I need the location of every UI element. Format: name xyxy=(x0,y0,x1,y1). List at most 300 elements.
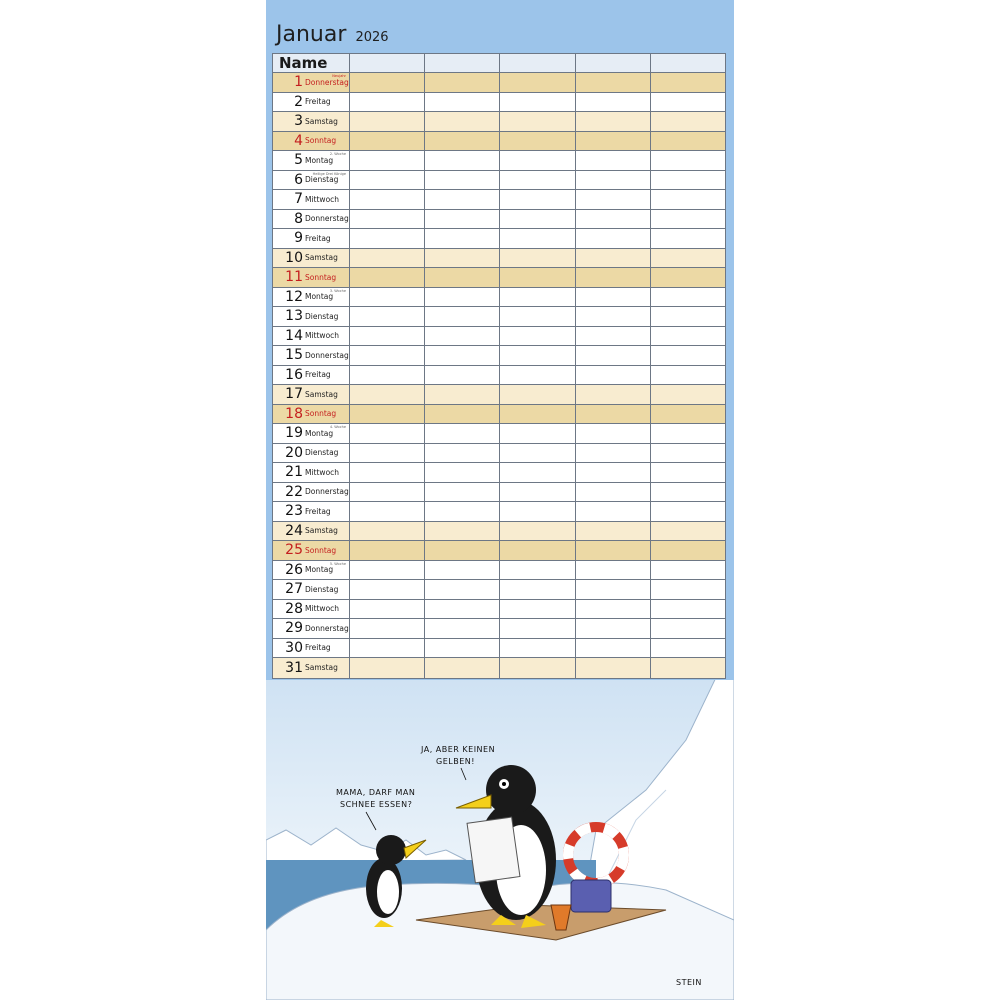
entry-cell[interactable] xyxy=(424,210,499,229)
entry-cell[interactable] xyxy=(349,522,424,541)
entry-cell[interactable] xyxy=(650,307,725,326)
entry-cell[interactable] xyxy=(650,210,725,229)
entry-cell[interactable] xyxy=(650,171,725,190)
day-number: 22 xyxy=(285,483,303,500)
day-number: 27 xyxy=(285,581,303,598)
entry-cell[interactable] xyxy=(499,93,574,112)
entry-cell[interactable] xyxy=(650,522,725,541)
entry-cell[interactable] xyxy=(575,561,650,580)
entry-cell[interactable] xyxy=(349,112,424,131)
weekday-label: Sonntag xyxy=(305,272,337,282)
entry-cell[interactable] xyxy=(575,541,650,560)
entry-cell[interactable] xyxy=(575,93,650,112)
entry-cell[interactable] xyxy=(424,229,499,248)
date-cell xyxy=(273,385,349,404)
entry-cell[interactable] xyxy=(499,307,574,326)
entry-cell[interactable] xyxy=(575,619,650,638)
day-row xyxy=(273,658,725,678)
entry-cell[interactable] xyxy=(575,112,650,131)
entry-cell[interactable] xyxy=(575,385,650,404)
day-row xyxy=(273,561,725,581)
day-number: 3 xyxy=(294,113,303,130)
entry-cell[interactable] xyxy=(650,463,725,482)
day-number: 24 xyxy=(285,522,303,539)
date-cell xyxy=(273,268,349,287)
year-label: 2026 xyxy=(355,30,389,45)
day-number: 6 xyxy=(294,171,303,188)
entry-cell[interactable] xyxy=(349,366,424,385)
weekday-label: Samstag xyxy=(305,663,338,673)
entry-cell[interactable] xyxy=(650,73,725,92)
entry-cell[interactable] xyxy=(650,268,725,287)
entry-cell[interactable] xyxy=(499,639,574,658)
entry-cell[interactable] xyxy=(349,658,424,678)
month-title: Januar xyxy=(276,22,347,47)
entry-cell[interactable] xyxy=(575,171,650,190)
day-number: 15 xyxy=(285,347,303,364)
date-cell xyxy=(273,190,349,209)
date-cell xyxy=(273,619,349,638)
entry-cell[interactable] xyxy=(424,561,499,580)
weekday-label: Mittwoch xyxy=(305,194,340,204)
day-number: 26 xyxy=(285,561,303,578)
entry-cell[interactable] xyxy=(499,424,574,443)
date-cell xyxy=(273,600,349,619)
name-column-4[interactable] xyxy=(575,54,650,72)
date-cell xyxy=(273,73,349,92)
date-cell xyxy=(273,405,349,424)
day-note: Neujahr xyxy=(332,74,346,78)
entry-cell[interactable] xyxy=(650,639,725,658)
entry-cell[interactable] xyxy=(424,171,499,190)
day-row xyxy=(273,424,725,444)
weekday-label: Samstag xyxy=(305,526,338,536)
date-cell xyxy=(273,502,349,521)
entry-cell[interactable] xyxy=(424,327,499,346)
day-row xyxy=(273,522,725,542)
entry-cell[interactable] xyxy=(499,600,574,619)
entry-cell[interactable] xyxy=(424,73,499,92)
entry-cell[interactable] xyxy=(499,366,574,385)
entry-cell[interactable] xyxy=(650,346,725,365)
entry-cell[interactable] xyxy=(650,112,725,131)
day-row xyxy=(273,385,725,405)
entry-cell[interactable] xyxy=(349,229,424,248)
entry-cell[interactable] xyxy=(650,229,725,248)
entry-cell[interactable] xyxy=(424,502,499,521)
entry-cell[interactable] xyxy=(349,327,424,346)
date-cell xyxy=(273,561,349,580)
day-number: 14 xyxy=(285,327,303,344)
entry-cell[interactable] xyxy=(349,561,424,580)
weekday-label: Freitag xyxy=(305,643,331,653)
entry-cell[interactable] xyxy=(499,327,574,346)
entry-cell[interactable] xyxy=(349,502,424,521)
day-row xyxy=(273,483,725,503)
entry-cell[interactable] xyxy=(424,249,499,268)
day-row xyxy=(273,151,725,171)
day-note: Heilige Drei Könige xyxy=(312,171,346,176)
date-cell xyxy=(273,229,349,248)
entry-cell[interactable] xyxy=(499,288,574,307)
day-number: 30 xyxy=(285,639,303,656)
entry-cell[interactable] xyxy=(424,366,499,385)
weekday-label: Samstag xyxy=(305,253,338,263)
day-row xyxy=(273,73,725,93)
date-cell xyxy=(273,210,349,229)
entry-cell[interactable] xyxy=(349,405,424,424)
date-cell xyxy=(273,151,349,170)
entry-cell[interactable] xyxy=(499,229,574,248)
date-cell xyxy=(273,249,349,268)
date-cell xyxy=(273,483,349,502)
entry-cell[interactable] xyxy=(499,502,574,521)
entry-cell[interactable] xyxy=(575,307,650,326)
entry-cell[interactable] xyxy=(650,444,725,463)
day-row xyxy=(273,639,725,659)
day-row xyxy=(273,132,725,152)
entry-cell[interactable] xyxy=(499,268,574,287)
day-number: 4 xyxy=(294,132,303,149)
day-row xyxy=(273,171,725,191)
entry-cell[interactable] xyxy=(424,385,499,404)
speech-bubble-child-line-2: SCHNEE ESSEN? xyxy=(340,800,413,809)
entry-cell[interactable] xyxy=(499,346,574,365)
entry-cell[interactable] xyxy=(349,288,424,307)
entry-cell[interactable] xyxy=(575,502,650,521)
name-header-cell xyxy=(273,54,349,72)
weekday-label: Montag xyxy=(305,428,334,438)
day-number: 23 xyxy=(285,503,303,520)
entry-cell[interactable] xyxy=(575,73,650,92)
weekday-label: Freitag xyxy=(305,506,331,516)
entry-cell[interactable] xyxy=(650,502,725,521)
entry-cell[interactable] xyxy=(424,268,499,287)
entry-cell[interactable] xyxy=(349,171,424,190)
entry-cell[interactable] xyxy=(650,580,725,599)
speech-bubble-child-line-1: MAMA, DARF MAN xyxy=(336,788,416,797)
day-number: 25 xyxy=(285,542,303,559)
date-cell xyxy=(273,424,349,443)
day-number: 28 xyxy=(285,600,303,617)
weekday-label: Montag xyxy=(305,155,334,165)
entry-cell[interactable] xyxy=(349,580,424,599)
day-number: 7 xyxy=(294,191,303,208)
entry-cell[interactable] xyxy=(575,424,650,443)
entry-cell[interactable] xyxy=(650,249,725,268)
speech-bubble-mother-line-1: JA, ABER KEINEN xyxy=(421,745,496,754)
weekday-label: Mittwoch xyxy=(305,331,340,341)
entry-cell[interactable] xyxy=(575,658,650,678)
date-cell xyxy=(273,112,349,131)
weekday-label: Sonntag xyxy=(305,409,337,419)
weekday-label: Donnerstag xyxy=(305,77,349,87)
entry-cell[interactable] xyxy=(424,541,499,560)
entry-cell[interactable] xyxy=(424,619,499,638)
entry-cell[interactable] xyxy=(349,190,424,209)
entry-cell[interactable] xyxy=(424,190,499,209)
entry-cell[interactable] xyxy=(499,522,574,541)
date-cell xyxy=(273,307,349,326)
day-number: 2 xyxy=(294,93,303,110)
date-cell xyxy=(273,444,349,463)
date-cell xyxy=(273,327,349,346)
entry-cell[interactable] xyxy=(650,561,725,580)
day-row xyxy=(273,210,725,230)
entry-cell[interactable] xyxy=(499,658,574,678)
day-row xyxy=(273,190,725,210)
date-cell xyxy=(273,132,349,151)
weekday-label: Freitag xyxy=(305,233,331,243)
entry-cell[interactable] xyxy=(349,463,424,482)
day-row xyxy=(273,307,725,327)
entry-cell[interactable] xyxy=(650,424,725,443)
entry-cell[interactable] xyxy=(650,366,725,385)
entry-cell[interactable] xyxy=(424,307,499,326)
weekday-label: Freitag xyxy=(305,370,331,380)
weekday-label: Donnerstag xyxy=(305,623,349,633)
entry-cell[interactable] xyxy=(424,93,499,112)
name-column-1[interactable] xyxy=(349,54,424,72)
day-row xyxy=(273,619,725,639)
day-row xyxy=(273,268,725,288)
name-column-2[interactable] xyxy=(424,54,499,72)
entry-cell[interactable] xyxy=(575,151,650,170)
calendar-page xyxy=(266,0,734,1000)
entry-cell[interactable] xyxy=(650,327,725,346)
entry-cell[interactable] xyxy=(575,346,650,365)
entry-cell[interactable] xyxy=(575,190,650,209)
date-cell xyxy=(273,288,349,307)
day-row xyxy=(273,580,725,600)
day-note: 4. Woche xyxy=(329,425,346,429)
day-row xyxy=(273,463,725,483)
entry-cell[interactable] xyxy=(575,249,650,268)
entry-cell[interactable] xyxy=(650,658,725,678)
entry-cell[interactable] xyxy=(349,541,424,560)
day-number: 18 xyxy=(285,405,303,422)
weekday-label: Sonntag xyxy=(305,136,337,146)
entry-cell[interactable] xyxy=(424,112,499,131)
entry-cell[interactable] xyxy=(650,93,725,112)
entry-cell[interactable] xyxy=(575,132,650,151)
entry-cell[interactable] xyxy=(499,171,574,190)
day-note: 5. Woche xyxy=(329,561,346,566)
entry-cell[interactable] xyxy=(349,639,424,658)
speech-bubble-mother-line-2: GELBEN! xyxy=(436,757,475,766)
day-row xyxy=(273,93,725,113)
day-number: 11 xyxy=(285,269,303,286)
entry-cell[interactable] xyxy=(499,73,574,92)
entry-cell[interactable] xyxy=(424,639,499,658)
weekday-label: Donnerstag xyxy=(305,214,349,224)
entry-cell[interactable] xyxy=(424,522,499,541)
entry-cell[interactable] xyxy=(650,405,725,424)
date-cell xyxy=(273,346,349,365)
entry-cell[interactable] xyxy=(499,619,574,638)
entry-cell[interactable] xyxy=(575,522,650,541)
entry-cell[interactable] xyxy=(424,580,499,599)
date-cell xyxy=(273,639,349,658)
planner-grid xyxy=(272,53,726,679)
weekday-label: Dienstag xyxy=(305,448,339,458)
weekday-label: Samstag xyxy=(305,116,338,126)
entry-cell[interactable] xyxy=(349,619,424,638)
day-note: 3. Woche xyxy=(329,288,346,293)
entry-cell[interactable] xyxy=(575,229,650,248)
day-number: 1 xyxy=(294,74,303,91)
name-column-3[interactable] xyxy=(499,54,574,72)
date-cell xyxy=(273,580,349,599)
entry-cell[interactable] xyxy=(424,132,499,151)
penguin-cartoon xyxy=(266,680,734,1000)
entry-cell[interactable] xyxy=(349,483,424,502)
entry-cell[interactable] xyxy=(575,580,650,599)
entry-cell[interactable] xyxy=(499,249,574,268)
weekday-label: Donnerstag xyxy=(305,350,349,360)
entry-cell[interactable] xyxy=(575,268,650,287)
entry-cell[interactable] xyxy=(499,190,574,209)
entry-cell[interactable] xyxy=(575,405,650,424)
entry-cell[interactable] xyxy=(650,288,725,307)
entry-cell[interactable] xyxy=(499,132,574,151)
day-row xyxy=(273,327,725,347)
day-number: 29 xyxy=(285,620,303,637)
entry-cell[interactable] xyxy=(499,444,574,463)
entry-cell[interactable] xyxy=(575,366,650,385)
day-number: 13 xyxy=(285,308,303,325)
entry-cell[interactable] xyxy=(424,483,499,502)
day-number: 10 xyxy=(285,249,303,266)
date-cell xyxy=(273,93,349,112)
date-cell xyxy=(273,522,349,541)
date-cell xyxy=(273,366,349,385)
day-number: 19 xyxy=(285,425,303,442)
day-row xyxy=(273,405,725,425)
entry-cell[interactable] xyxy=(424,405,499,424)
entry-cell[interactable] xyxy=(424,151,499,170)
entry-cell[interactable] xyxy=(650,483,725,502)
day-number: 17 xyxy=(285,386,303,403)
entry-cell[interactable] xyxy=(499,385,574,404)
weekday-label: Sonntag xyxy=(305,545,337,555)
day-number: 12 xyxy=(285,288,303,305)
entry-cell[interactable] xyxy=(575,463,650,482)
entry-cell[interactable] xyxy=(575,600,650,619)
weekday-label: Dienstag xyxy=(305,584,339,594)
artist-signature: STEIN xyxy=(676,978,702,987)
entry-cell[interactable] xyxy=(349,600,424,619)
day-row xyxy=(273,288,725,308)
weekday-label: Montag xyxy=(305,565,334,575)
entry-cell[interactable] xyxy=(424,444,499,463)
entry-cell[interactable] xyxy=(499,463,574,482)
entry-cell[interactable] xyxy=(349,444,424,463)
entry-cell[interactable] xyxy=(499,210,574,229)
day-row xyxy=(273,366,725,386)
day-row xyxy=(273,444,725,464)
entry-cell[interactable] xyxy=(424,658,499,678)
entry-cell[interactable] xyxy=(499,541,574,560)
name-label: Name xyxy=(279,54,328,72)
weekday-label: Dienstag xyxy=(305,175,339,185)
entry-cell[interactable] xyxy=(650,132,725,151)
day-number: 16 xyxy=(285,366,303,383)
entry-cell[interactable] xyxy=(650,151,725,170)
day-number: 9 xyxy=(294,230,303,247)
day-row xyxy=(273,249,725,269)
day-row xyxy=(273,600,725,620)
day-number: 31 xyxy=(285,659,303,676)
entry-cell[interactable] xyxy=(499,112,574,131)
day-row xyxy=(273,112,725,132)
entry-cell[interactable] xyxy=(424,424,499,443)
entry-cell[interactable] xyxy=(650,600,725,619)
entry-cell[interactable] xyxy=(575,639,650,658)
entry-cell[interactable] xyxy=(499,151,574,170)
entry-cell[interactable] xyxy=(349,307,424,326)
entry-cell[interactable] xyxy=(424,346,499,365)
grid-header-row xyxy=(273,54,725,73)
date-cell xyxy=(273,658,349,678)
entry-cell[interactable] xyxy=(349,151,424,170)
weekday-label: Montag xyxy=(305,292,334,302)
entry-cell[interactable] xyxy=(349,424,424,443)
entry-cell[interactable] xyxy=(349,93,424,112)
weekday-label: Dienstag xyxy=(305,311,339,321)
entry-cell[interactable] xyxy=(575,288,650,307)
entry-cell[interactable] xyxy=(424,463,499,482)
entry-cell[interactable] xyxy=(499,405,574,424)
entry-cell[interactable] xyxy=(424,288,499,307)
day-number: 5 xyxy=(294,152,303,169)
entry-cell[interactable] xyxy=(349,73,424,92)
entry-cell[interactable] xyxy=(575,210,650,229)
date-cell xyxy=(273,171,349,190)
entry-cell[interactable] xyxy=(349,249,424,268)
date-cell xyxy=(273,541,349,560)
entry-cell[interactable] xyxy=(650,541,725,560)
entry-cell[interactable] xyxy=(650,385,725,404)
entry-cell[interactable] xyxy=(349,132,424,151)
entry-cell[interactable] xyxy=(650,190,725,209)
entry-cell[interactable] xyxy=(349,268,424,287)
day-note: 2. Woche xyxy=(329,152,346,156)
entry-cell[interactable] xyxy=(424,600,499,619)
entry-cell[interactable] xyxy=(499,561,574,580)
entry-cell[interactable] xyxy=(575,327,650,346)
calendar-header xyxy=(276,22,389,52)
entry-cell[interactable] xyxy=(650,619,725,638)
day-number: 8 xyxy=(294,210,303,227)
weekday-label: Mittwoch xyxy=(305,604,340,614)
weekday-label: Mittwoch xyxy=(305,467,340,477)
entry-cell[interactable] xyxy=(349,210,424,229)
day-row xyxy=(273,346,725,366)
name-column-5[interactable] xyxy=(650,54,725,72)
weekday-label: Samstag xyxy=(305,389,338,399)
entry-cell[interactable] xyxy=(499,483,574,502)
entry-cell[interactable] xyxy=(575,444,650,463)
entry-cell[interactable] xyxy=(575,483,650,502)
weekday-label: Freitag xyxy=(305,97,331,107)
day-row xyxy=(273,229,725,249)
entry-cell[interactable] xyxy=(349,385,424,404)
day-number: 21 xyxy=(285,464,303,481)
entry-cell[interactable] xyxy=(499,580,574,599)
entry-cell[interactable] xyxy=(349,346,424,365)
weekday-label: Donnerstag xyxy=(305,487,349,497)
